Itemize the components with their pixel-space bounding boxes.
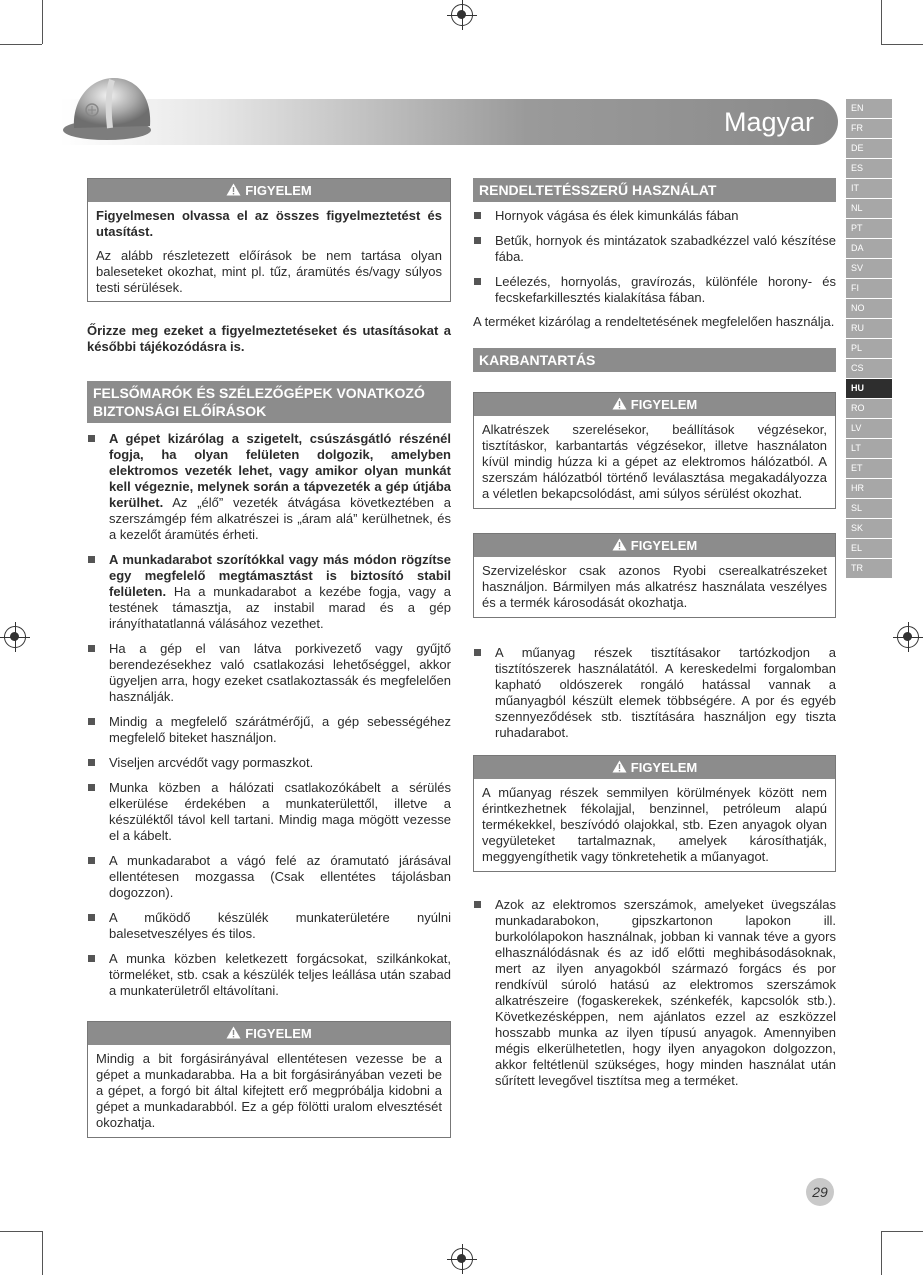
warning-title: FIGYELEM (630, 397, 698, 412)
language-tab-sk[interactable]: SK (846, 519, 892, 538)
bullet-square-icon (474, 212, 481, 219)
list-item (473, 208, 836, 224)
crop-mark (42, 0, 43, 44)
section-heading-safety: FELSŐMARÓK ÉS SZÉLEZŐGÉPEK VONATKOZÓ BIZTONSÁGI ELŐÍRÁSOK (87, 381, 451, 423)
warning-text (88, 202, 450, 302)
crop-mark (881, 0, 882, 44)
warning-lead: Figyelmesen olvassa el az összes figyelmeztetést és utasítást. (96, 208, 442, 239)
crop-mark (881, 1231, 923, 1232)
crop-mark (881, 1231, 882, 1275)
list-item-text: Mindig a megfelelő szárátmérőjű, a gép sebességéhez megfelelő biteket használjon. (109, 714, 451, 745)
language-tab-sv[interactable]: SV (846, 259, 892, 278)
language-tabs (846, 99, 892, 579)
warning-paragraph: Az alább részletezett előírások be nem tartása olyan baleseteket okozhat, mint pl. tűz, áramütés és/vagy súlyos testi sérülések. (96, 248, 442, 295)
intended-use-list (473, 208, 836, 306)
bullet-square-icon (88, 556, 95, 563)
language-tab-hu[interactable]: HU (846, 379, 892, 398)
list-item (473, 645, 836, 741)
crop-mark (42, 1231, 43, 1275)
language-tab-fr[interactable]: FR (846, 119, 892, 138)
maintenance-list (473, 645, 836, 741)
language-tab-da[interactable]: DA (846, 239, 892, 258)
list-item-text: Ha a munkadarabot a kezébe fogja, vagy a testének támasztja, az instabil marad és a gép irányíthatatlanná válásához vezethet. (109, 584, 451, 631)
bullet-square-icon (88, 759, 95, 766)
language-tab-hr[interactable]: HR (846, 479, 892, 498)
section-heading-maintenance: KARBANTARTÁS (473, 348, 836, 372)
language-tab-el[interactable]: EL (846, 539, 892, 558)
list-item (87, 552, 451, 632)
language-tab-tr[interactable]: TR (846, 559, 892, 578)
list-item (87, 951, 451, 999)
warning-header (474, 393, 835, 416)
bullet-square-icon (474, 278, 481, 285)
warning-box (473, 755, 836, 872)
warning-text: Mindig a bit forgásirányával ellentétesen vezesse be a gépet a munkadarabba. Ha a bit forgásirányában vezeti be a gépet, a forgó bit által kifejtett erő megpróbálja kidobni a gépet a munkadarabból. Ez a gép fölötti uralom elvesztését okozhatja. (96, 1051, 442, 1130)
list-item (87, 641, 451, 705)
warning-box (87, 178, 451, 302)
list-item-text: Azok az elektromos szerszámok, amelyeket üvegszálas munkadarabokon, gipszkartonon lapokon ill. burkolólapokon használnak, jobban ki vannak téve a gyors elhasználódásnak és az idő előtti meghibásodásoknak, mert az ilyen anyagokból származó forgács és por rendkívül súroló hatású az elektromos szerszámok alkatrészeire (fogaskerekek, szénkefék, kapcsolók stb.). Következésképpen, nem ajánlatos ezzel az eszközzel hosszabb munka az ilyen típusú anyagok. Amennyiben mégis elkerülhetetlen, hogy ilyen anyagokon dolgozzon, akkor feltétlenül szükséges, hogy minden használat után sűrített levegővel tisztítsa meg a terméket. (495, 897, 836, 1088)
warning-box (473, 533, 836, 618)
section-heading-intended-use: RENDELTETÉSSZERŰ HASZNÁLAT (473, 178, 836, 202)
warning-triangle-icon (226, 1026, 241, 1039)
bullet-square-icon (88, 435, 95, 442)
warning-box (473, 392, 836, 509)
language-tab-es[interactable]: ES (846, 159, 892, 178)
list-item (87, 780, 451, 844)
list-item-text: A munka közben keletkezett forgácsokat, szilkánkokat, törmeléket, stb. csak a készülék teljes leállása után szabad a munkaterületről eltávolítani. (109, 951, 451, 998)
list-item-text: Betűk, hornyok és mintázatok szabadkézzel való készítése fába. (495, 233, 836, 264)
left-column (87, 178, 451, 1138)
bullet-square-icon (88, 645, 95, 652)
list-item (87, 431, 451, 543)
language-tab-ro[interactable]: RO (846, 399, 892, 418)
list-item-text: Az „élő” vezeték átvágása következtében a szerszámgép fém alkatrészei is „áram alá” kerülhetnek, és a kezelőt áramütés érheti. (109, 495, 451, 542)
warning-header (88, 1022, 450, 1045)
list-item (473, 897, 836, 1089)
bullet-square-icon (88, 914, 95, 921)
language-tab-lt[interactable]: LT (846, 439, 892, 458)
list-item-text: Munka közben a hálózati csatlakozókábelt a sérülés elkerülése érdekében a munkaterülettől, illetve a készüléktől távol kell tartani. Mindig maga mögött vezesse el a kábelt. (109, 780, 451, 843)
warning-header (474, 534, 835, 557)
language-tab-pt[interactable]: PT (846, 219, 892, 238)
language-header-bar (60, 99, 838, 145)
warning-text: A műanyag részek semmilyen körülmények között nem érintkezhetnek fékolajjal, benzinnel, petróleum alapú termékekkel, beszívódó olajokkal, stb. Ezen anyagok olyan vegyületeket tartalmaznak, amelyek károsíthatják, meggyengíthetik vagy tönkretehetik a műanyagot. (482, 785, 827, 864)
warning-header (474, 756, 835, 779)
list-item (87, 853, 451, 901)
warning-triangle-icon (226, 183, 241, 196)
warning-title: FIGYELEM (630, 760, 698, 775)
language-tab-it[interactable]: IT (846, 179, 892, 198)
warning-box (87, 1021, 451, 1138)
bullet-square-icon (88, 784, 95, 791)
warning-text: Alkatrészek szerelésekor, beállítások végzésekor, tisztításkor, karbantartás végzésekor, illetve használaton kívül mindig húzza ki a gépet az elektromos hálózatból. A szerszám hálózatból történő leválasztása megakadályozza a véletlen bekapcsolódást, ami súlyos sérülést okozhat. (482, 422, 827, 501)
registration-mark-icon (897, 626, 919, 648)
warning-header (88, 179, 450, 202)
list-item-text: A munkadarabot a vágó felé az óramutató járásával ellentétesen mozgassa (Csak ellentétes tájolásban dogozzon). (109, 853, 451, 900)
bullet-square-icon (474, 649, 481, 656)
language-tab-cs[interactable]: CS (846, 359, 892, 378)
warning-triangle-icon (612, 397, 627, 410)
keep-instructions-note: Őrizze meg ezeket a figyelmeztetéseket és utasításokat a későbbi tájékozódásra is. (87, 323, 451, 354)
list-item-text: Hornyok vágása és élek kimunkálás fában (495, 208, 739, 223)
crop-mark (881, 44, 923, 45)
warning-text: Szervizeléskor csak azonos Ryobi cserealkatrészeket használjon. Bármilyen más alkatrész használata veszélyes és a termék károsodását okozhatja. (482, 563, 827, 610)
list-item-text: Viseljen arcvédőt vagy pormaszkot. (109, 755, 314, 770)
list-item-text: A működő készülék munkaterületére nyúlni balesetveszélyes és tilos. (109, 910, 451, 941)
right-column (473, 178, 836, 1098)
list-item-text: A műanyag részek tisztításakor tartózkodjon a tisztítószerek használatától. A kereskedelmi forgalomban kapható oldószerek rongáló hatással vannak a műanyagból készült elemek többségére. A por és egyéb szennyeződések stb. tisztítására használjon egy tiszta ruhadarabot. (495, 645, 836, 740)
warning-title: FIGYELEM (630, 538, 698, 553)
language-tab-en[interactable]: EN (846, 99, 892, 118)
warning-triangle-icon (612, 538, 627, 551)
warning-title: FIGYELEM (245, 183, 312, 198)
language-tab-et[interactable]: ET (846, 459, 892, 478)
registration-mark-icon (4, 626, 26, 648)
warning-title: FIGYELEM (245, 1026, 312, 1041)
list-item (87, 714, 451, 746)
registration-mark-icon (451, 4, 473, 26)
safety-helmet-icon (62, 72, 162, 144)
list-item-text: Ha a gép el van látva porkivezető vagy gyűjtő berendezésekhez való csatlakozási lehetőséggel, akkor ügyeljen arra, hogy ezeket csatlakoztassák és megfelelően használják. (109, 641, 451, 704)
bullet-square-icon (88, 718, 95, 725)
language-tab-de[interactable]: DE (846, 139, 892, 158)
safety-rules-list (87, 431, 451, 999)
list-item-bold-text: A munkadarabot szorítókkal vagy más módon rögzítse egy megfelelő megtámasztást is biztosító stabil felületen. (109, 552, 451, 599)
registration-mark-icon (451, 1248, 473, 1270)
maintenance-list (473, 897, 836, 1089)
bullet-square-icon (88, 857, 95, 864)
language-tab-fi[interactable]: FI (846, 279, 892, 298)
bullet-square-icon (474, 901, 481, 908)
warning-triangle-icon (612, 760, 627, 773)
bullet-square-icon (88, 955, 95, 962)
language-tab-sl[interactable]: SL (846, 499, 892, 518)
list-item (87, 910, 451, 942)
language-tab-no[interactable]: NO (846, 299, 892, 318)
list-item (473, 274, 836, 306)
language-tab-pl[interactable]: PL (846, 339, 892, 358)
language-tab-ru[interactable]: RU (846, 319, 892, 338)
bullet-square-icon (474, 237, 481, 244)
list-item-bold-text: A gépet kizárólag a szigetelt, csúszásgátló részénél fogja, ha olyan felületen dolgozik, amelyben elektromos vezeték lehet, vagy amikor olyan munkát kell végeznie, melynek során a tápvezeték a gép útjába kerülhet. (109, 431, 451, 510)
list-item (473, 233, 836, 265)
crop-mark (0, 44, 42, 45)
page-title: Magyar (723, 107, 814, 137)
list-item-text: Leélezés, hornyolás, gravírozás, különféle horony- és fecskefarkillesztés kialakítása fában. (495, 274, 836, 305)
language-tab-lv[interactable]: LV (846, 419, 892, 438)
crop-mark (0, 1231, 42, 1232)
language-tab-nl[interactable]: NL (846, 199, 892, 218)
page-number: 29 (806, 1178, 834, 1206)
list-item (87, 755, 451, 771)
intended-use-note: A terméket kizárólag a rendeltetésének megfelelően használja. (473, 314, 835, 329)
